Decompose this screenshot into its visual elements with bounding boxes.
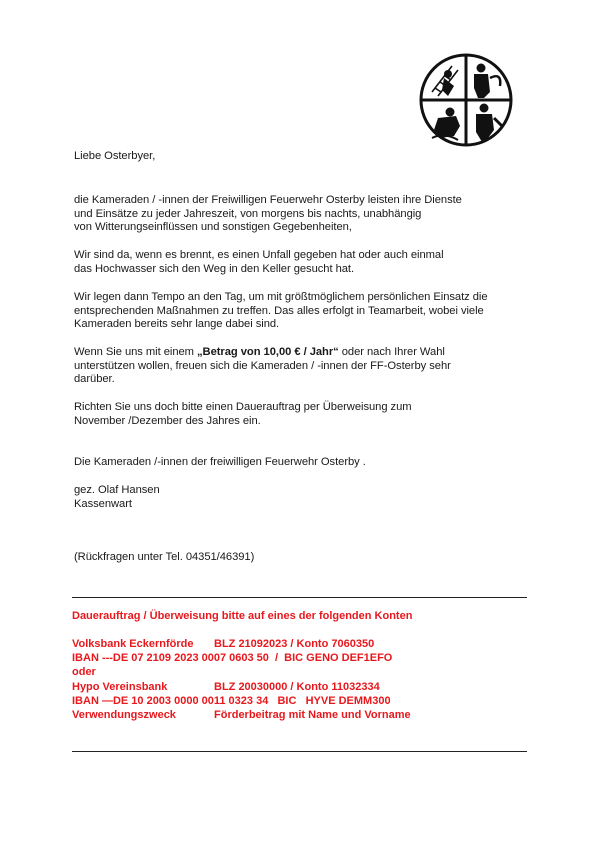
paragraph-line: Kameraden bereits sehr lange dabei sind. xyxy=(74,318,280,330)
bank-or: oder xyxy=(72,666,96,678)
paragraph-line: die Kameraden / -innen der Freiwilligen Feuerwehr Osterby leisten ihre Dienste xyxy=(74,194,462,206)
bank2-details: BLZ 20030000 / Konto 11032334 xyxy=(214,681,380,693)
contact-line: (Rückfragen unter Tel. 04351/46391) xyxy=(74,551,255,563)
divider-bottom xyxy=(72,751,527,752)
bank-heading: Dauerauftrag / Überweisung bitte auf eines der folgenden Konten xyxy=(72,610,413,622)
letter-closing: Die Kameraden /-innen der freiwilligen Feuerwehr Osterby . xyxy=(74,456,366,468)
paragraph-line: entsprechenden Maßnahmen zu treffen. Das alles erfolgt in Teamarbeit, wobei viele xyxy=(74,304,484,317)
paragraph-line: Wir sind da, wenn es brennt, es einen Unfall gegeben hat oder auch einmal xyxy=(74,249,444,261)
fire-brigade-emblem-icon xyxy=(418,52,514,148)
donation-text-pre: Wenn Sie uns mit einem xyxy=(74,346,198,358)
bank1-iban: IBAN ---DE 07 2109 2023 0007 0603 50 / BIC GENO DEF1EFO xyxy=(72,652,393,664)
donation-text-post: oder nach Ihrer Wahl xyxy=(338,346,445,358)
signer-role: Kassenwart xyxy=(74,497,132,510)
paragraph-line: unterstützen wollen, freuen sich die Kameraden / -innen der FF-Osterby sehr xyxy=(74,359,451,372)
paragraph-line: darüber. xyxy=(74,373,115,385)
paragraph-line: Richten Sie uns doch bitte einen Dauerauftrag per Überweisung zum xyxy=(74,401,412,413)
bank2-name: Hypo Vereinsbank xyxy=(72,681,168,693)
paragraph-line: das Hochwasser sich den Weg in den Keller gesucht hat. xyxy=(74,262,355,275)
bank1-name: Volksbank Eckernförde xyxy=(72,638,194,650)
divider-top xyxy=(72,597,527,598)
signer-name: gez. Olaf Hansen xyxy=(74,484,160,496)
purpose-label: Verwendungszweck xyxy=(72,709,176,721)
purpose-value: Förderbeitrag mit Name und Vorname xyxy=(214,709,411,721)
paragraph-line: von Witterungseinflüssen und sonstigen Gegebenheiten, xyxy=(74,221,352,233)
letter-greeting: Liebe Osterbyer, xyxy=(74,150,156,162)
donation-amount: „Betrag von 10,00 € / Jahr“ xyxy=(197,346,339,358)
paragraph-line: November /Dezember des Jahres ein. xyxy=(74,414,261,427)
bank2-iban: IBAN —DE 10 2003 0000 0011 0323 34 BIC HYVE DEMM300 xyxy=(72,695,391,707)
paragraph-line: und Einsätze zu jeder Jahreszeit, von morgens bis nachts, unabhängig xyxy=(74,207,422,220)
bank1-details: BLZ 21092023 / Konto 7060350 xyxy=(214,638,375,650)
paragraph-line xyxy=(74,346,445,360)
paragraph-line: Wir legen dann Tempo an den Tag, um mit größtmöglichem persönlichen Einsatz die xyxy=(74,291,488,303)
